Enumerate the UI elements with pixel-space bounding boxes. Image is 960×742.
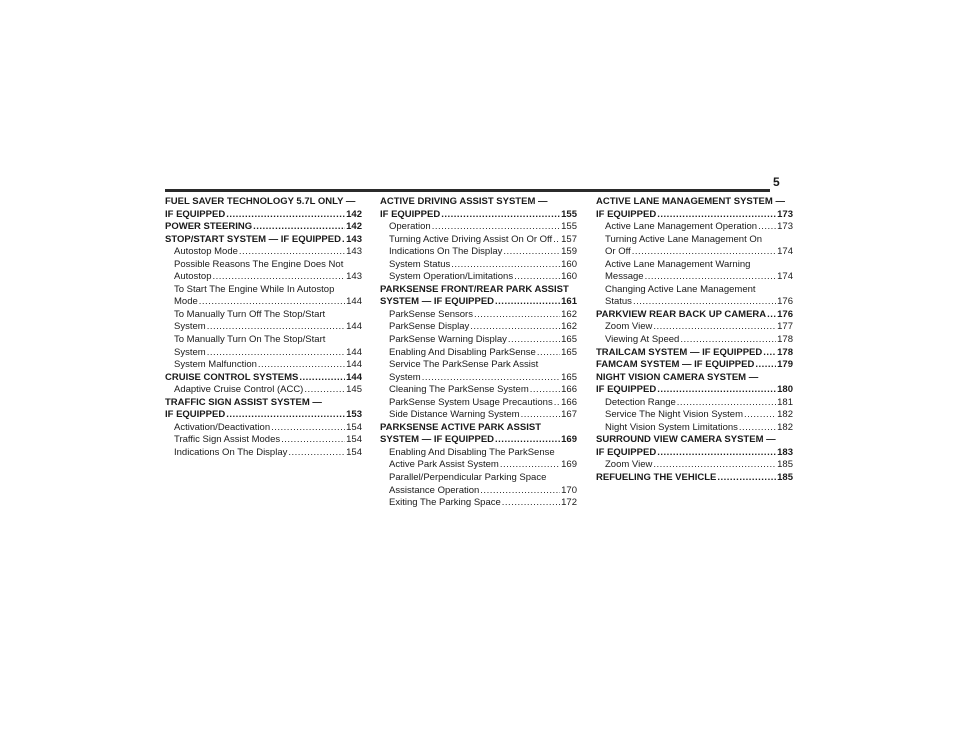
toc-entry-line (174, 384, 362, 397)
toc-entry-title: Exiting The Parking Space (389, 497, 501, 509)
toc-entry-line (389, 271, 577, 284)
toc-section-entry[interactable] (380, 196, 577, 221)
toc-entry-line (174, 271, 362, 284)
toc-section-entry[interactable] (380, 422, 577, 447)
toc-page-ref: 173 (777, 221, 793, 233)
toc-entry-line (605, 459, 793, 472)
toc-page-ref: 182 (777, 421, 793, 433)
toc-entry-line (174, 359, 362, 372)
toc-section-entry[interactable] (165, 196, 362, 221)
toc-subsection-entry[interactable] (596, 334, 793, 347)
toc-subsection-entry[interactable] (380, 472, 577, 497)
toc-entry-title: IF EQUIPPED (596, 446, 657, 458)
toc-page-ref: 178 (777, 346, 793, 358)
toc-entry-title: Zoom View (605, 321, 653, 333)
toc-page-ref: 144 (346, 371, 362, 383)
toc-entry-title: To Start The Engine While In Autostop (174, 283, 335, 295)
toc-entry-title: Enabling And Disabling ParkSense (389, 346, 536, 358)
toc-entry-title: System (174, 321, 206, 333)
toc-page-ref: 165 (561, 371, 577, 383)
toc-page-ref: 160 (561, 258, 577, 270)
toc-entry-line (596, 372, 793, 385)
toc-entry-title: ParkSense System Usage Precautions (389, 396, 553, 408)
toc-entry-title: IF EQUIPPED (596, 208, 657, 220)
toc-page-ref: 155 (561, 208, 577, 220)
toc-entry-title: System Malfunction (174, 359, 257, 371)
toc-entry-line (174, 334, 362, 347)
dot-leader (553, 234, 560, 247)
dot-leader (258, 359, 345, 372)
toc-subsection-entry[interactable] (380, 447, 577, 472)
dot-leader (495, 296, 560, 309)
toc-entry-title: TRAILCAM SYSTEM — IF EQUIPPED (596, 346, 763, 358)
toc-column-2 (380, 196, 577, 510)
toc-entry-title: PARKVIEW REAR BACK UP CAMERA (596, 308, 767, 320)
dot-leader (554, 397, 560, 410)
toc-section-entry[interactable] (165, 372, 362, 385)
dot-leader (500, 459, 560, 472)
toc-page-ref: 144 (346, 321, 362, 333)
header-rule (165, 189, 770, 192)
toc-entry-line (605, 321, 793, 334)
dot-leader (299, 372, 345, 385)
toc-section-entry[interactable] (380, 284, 577, 309)
dot-leader (199, 296, 345, 309)
toc-entry-line (380, 209, 577, 222)
toc-subsection-entry[interactable] (596, 221, 793, 234)
toc-page-ref: 143 (346, 246, 362, 258)
toc-page-ref: 173 (777, 208, 793, 220)
toc-entry-line (165, 196, 362, 209)
toc-entry-line (605, 296, 793, 309)
toc-subsection-entry[interactable] (596, 409, 793, 422)
toc-entry-title: IF EQUIPPED (380, 208, 441, 220)
toc-entry-line (596, 309, 793, 322)
toc-column-3 (596, 196, 793, 485)
toc-entry-line (389, 221, 577, 234)
toc-entry-line (605, 334, 793, 347)
toc-entry-line (389, 397, 577, 410)
toc-page-ref: 144 (346, 346, 362, 358)
toc-entry-title: Changing Active Lane Management (605, 283, 756, 295)
toc-page-ref: 161 (561, 296, 577, 308)
toc-subsection-entry[interactable] (380, 321, 577, 334)
dot-leader (514, 271, 560, 284)
dot-leader (502, 497, 560, 510)
toc-subsection-entry[interactable] (165, 359, 362, 372)
toc-page-ref: 185 (777, 472, 793, 484)
toc-page-ref: 157 (561, 233, 577, 245)
toc-entry-line (605, 397, 793, 410)
dot-leader (521, 409, 561, 422)
toc-entry-line (174, 434, 362, 447)
toc-entry-line (389, 359, 577, 372)
toc-page-ref: 177 (777, 321, 793, 333)
toc-page-ref: 144 (346, 296, 362, 308)
toc-entry-title: PARKSENSE ACTIVE PARK ASSIST (380, 421, 541, 433)
toc-entry-title: ACTIVE DRIVING ASSIST SYSTEM — (380, 196, 548, 207)
toc-entry-title: IF EQUIPPED (165, 208, 226, 220)
toc-page-ref: 166 (561, 384, 577, 396)
dot-leader (755, 359, 776, 372)
toc-entry-title: IF EQUIPPED (596, 384, 657, 396)
toc-entry-line (596, 472, 793, 485)
toc-entry-line (380, 434, 577, 447)
toc-entry-line (165, 234, 362, 247)
toc-entry-title: TRAFFIC SIGN ASSIST SYSTEM — (165, 396, 322, 408)
toc-page-ref: 176 (777, 296, 793, 308)
toc-page-ref: 145 (346, 384, 362, 396)
toc-page-ref: 143 (346, 233, 362, 245)
toc-entry-title: Autostop Mode (174, 246, 238, 258)
dot-leader (657, 447, 776, 460)
toc-column-1 (165, 196, 362, 459)
toc-entry-title: STOP/START SYSTEM — IF EQUIPPED (165, 233, 341, 245)
toc-entry-line (174, 284, 362, 297)
toc-section-entry[interactable] (165, 234, 362, 247)
toc-entry-line (174, 259, 362, 272)
dot-leader (758, 221, 776, 234)
toc-entry-title: Active Park Assist System (389, 459, 499, 471)
toc-entry-line (596, 447, 793, 460)
toc-entry-line (165, 372, 362, 385)
dot-leader (680, 334, 776, 347)
toc-entry-title: Indications On The Display (389, 246, 503, 258)
toc-entry-line (596, 384, 793, 397)
toc-entry-title: Parallel/Perpendicular Parking Space (389, 472, 547, 484)
toc-section-entry[interactable] (596, 196, 793, 221)
toc-page-ref: 169 (561, 459, 577, 471)
toc-page-ref: 155 (561, 221, 577, 233)
toc-entry-title: Traffic Sign Assist Modes (174, 434, 281, 446)
toc-entry-title: Operation (389, 221, 431, 233)
dot-leader (470, 321, 560, 334)
toc-entry-line (389, 447, 577, 460)
toc-page-ref: 174 (777, 271, 793, 283)
toc-subsection-entry[interactable] (165, 309, 362, 334)
toc-subsection-entry[interactable] (596, 259, 793, 284)
toc-entry-title: Night Vision System Limitations (605, 421, 738, 433)
toc-subsection-entry[interactable] (596, 284, 793, 309)
toc-entry-title: SYSTEM — IF EQUIPPED (380, 296, 495, 308)
toc-entry-title: Viewing At Speed (605, 334, 680, 346)
toc-entry-line (174, 347, 362, 360)
toc-subsection-entry[interactable] (380, 397, 577, 410)
toc-entry-line (605, 221, 793, 234)
toc-section-entry[interactable] (596, 309, 793, 322)
toc-entry-line (165, 209, 362, 222)
toc-page-ref: 143 (346, 271, 362, 283)
toc-page-ref: 176 (777, 308, 793, 320)
toc-subsection-entry[interactable] (165, 259, 362, 284)
toc-entry-title: System Status (389, 258, 451, 270)
toc-page-ref: 170 (561, 484, 577, 496)
toc-entry-line (596, 434, 793, 447)
toc-entry-line (174, 321, 362, 334)
toc-subsection-entry[interactable] (165, 334, 362, 359)
toc-entry-line (389, 459, 577, 472)
toc-entry-title: ACTIVE LANE MANAGEMENT SYSTEM — (596, 196, 785, 207)
toc-subsection-entry[interactable] (596, 321, 793, 334)
dot-leader (213, 271, 346, 284)
dot-leader (432, 221, 560, 234)
page-number: 5 (773, 175, 780, 189)
dot-leader (288, 447, 345, 460)
toc-entry-title: System (174, 346, 206, 358)
toc-subsection-entry[interactable] (380, 334, 577, 347)
toc-entry-line (596, 196, 793, 209)
dot-leader (253, 221, 345, 234)
toc-page-ref: 160 (561, 271, 577, 283)
toc-entry-title: Cleaning The ParkSense System (389, 384, 529, 396)
dot-leader (632, 246, 776, 259)
toc-page-ref: 172 (561, 497, 577, 509)
dot-leader (226, 209, 345, 222)
toc-subsection-entry[interactable] (596, 397, 793, 410)
toc-page-ref: 179 (777, 359, 793, 371)
toc-subsection-entry[interactable] (380, 246, 577, 259)
toc-entry-title: Mode (174, 296, 198, 308)
toc-entry-title: CRUISE CONTROL SYSTEMS (165, 371, 299, 383)
toc-subsection-entry[interactable] (165, 384, 362, 397)
toc-entry-title: Or Off (605, 246, 631, 258)
toc-entry-line (380, 196, 577, 209)
toc-entry-line (174, 422, 362, 435)
toc-entry-title: SYSTEM — IF EQUIPPED (380, 434, 495, 446)
toc-entry-title: PARKSENSE FRONT/REAR PARK ASSIST (380, 283, 569, 295)
toc-subsection-entry[interactable] (380, 409, 577, 422)
toc-entry-line (605, 284, 793, 297)
toc-section-entry[interactable] (596, 472, 793, 485)
dot-leader (537, 347, 560, 360)
dot-leader (480, 485, 560, 498)
toc-entry-title: POWER STEERING (165, 221, 253, 233)
toc-entry-title: Enabling And Disabling The ParkSense (389, 446, 555, 458)
toc-page-ref: 165 (561, 334, 577, 346)
toc-subsection-entry[interactable] (380, 234, 577, 247)
toc-entry-title: Adaptive Cruise Control (ACC) (174, 384, 304, 396)
toc-section-entry[interactable] (165, 397, 362, 422)
toc-entry-title: Status (605, 296, 632, 308)
toc-entry-title: Service The Night Vision System (605, 409, 743, 421)
toc-entry-title: FAMCAM SYSTEM — IF EQUIPPED (596, 359, 755, 371)
toc-subsection-entry[interactable] (165, 422, 362, 435)
toc-subsection-entry[interactable] (596, 422, 793, 435)
dot-leader (503, 246, 560, 259)
toc-section-entry[interactable] (596, 372, 793, 397)
toc-subsection-entry[interactable] (380, 309, 577, 322)
toc-subsection-entry[interactable] (380, 497, 577, 510)
toc-entry-title: Zoom View (605, 459, 653, 471)
dot-leader (239, 246, 345, 259)
toc-entry-line (605, 271, 793, 284)
toc-entry-title: Detection Range (605, 396, 676, 408)
toc-entry-title: Turning Active Lane Management On (605, 233, 763, 245)
toc-entry-title: Possible Reasons The Engine Does Not (174, 258, 344, 270)
toc-entry-title: Message (605, 271, 644, 283)
toc-entry-line (389, 472, 577, 485)
toc-subsection-entry[interactable] (380, 271, 577, 284)
toc-page-ref: 178 (777, 334, 793, 346)
toc-subsection-entry[interactable] (165, 246, 362, 259)
dot-leader (653, 459, 776, 472)
dot-leader (474, 309, 560, 322)
toc-entry-title: IF EQUIPPED (165, 409, 226, 421)
toc-entry-title: To Manually Turn On The Stop/Start (174, 334, 326, 346)
toc-entry-title: Indications On The Display (174, 446, 288, 458)
toc-entry-line (165, 397, 362, 410)
toc-entry-title: System Operation/Limitations (389, 271, 514, 283)
toc-section-entry[interactable] (596, 434, 793, 459)
dot-leader (207, 347, 345, 360)
toc-subsection-entry[interactable] (380, 259, 577, 272)
dot-leader (304, 384, 345, 397)
toc-entry-title: Active Lane Management Operation (605, 221, 758, 233)
toc-entry-line (389, 259, 577, 272)
dot-leader (653, 321, 776, 334)
toc-entry-line (174, 296, 362, 309)
toc-entry-title: Active Lane Management Warning (605, 258, 751, 270)
toc-entry-title: Activation/Deactivation (174, 421, 271, 433)
toc-entry-line (174, 309, 362, 322)
toc-entry-line (174, 447, 362, 460)
toc-entry-title: REFUELING THE VEHICLE (596, 472, 717, 484)
toc-section-entry[interactable] (165, 221, 362, 234)
toc-entry-line (165, 409, 362, 422)
toc-page-ref: 174 (777, 246, 793, 258)
toc-entry-line (389, 234, 577, 247)
toc-page-ref: 154 (346, 421, 362, 433)
toc-page-ref: 165 (561, 346, 577, 358)
toc-page-ref: 183 (777, 446, 793, 458)
toc-entry-title: Assistance Operation (389, 484, 480, 496)
toc-page-ref: 162 (561, 308, 577, 320)
dot-leader (767, 309, 776, 322)
toc-page-ref: 169 (561, 434, 577, 446)
dot-leader (530, 384, 560, 397)
toc-entry-line (380, 422, 577, 435)
toc-entry-title: Side Distance Warning System (389, 409, 520, 421)
toc-entry-line (389, 372, 577, 385)
dot-leader (207, 321, 345, 334)
toc-entry-title: System (389, 371, 421, 383)
toc-entry-line (174, 246, 362, 259)
toc-section-entry[interactable] (596, 347, 793, 360)
dot-leader (739, 422, 776, 435)
toc-page-ref: 180 (777, 384, 793, 396)
dot-leader (441, 209, 560, 222)
toc-subsection-entry[interactable] (165, 284, 362, 309)
toc-page-ref: 144 (346, 359, 362, 371)
toc-entry-line (605, 259, 793, 272)
toc-entry-line (389, 409, 577, 422)
toc-entry-title: ParkSense Display (389, 321, 470, 333)
dot-leader (226, 409, 345, 422)
toc-entry-title: ParkSense Warning Display (389, 334, 507, 346)
toc-entry-line (165, 221, 362, 234)
toc-subsection-entry[interactable] (380, 359, 577, 384)
toc-entry-title: Turning Active Driving Assist On Or Off (389, 233, 553, 245)
toc-page-ref: 182 (777, 409, 793, 421)
toc-entry-line (380, 296, 577, 309)
dot-leader (657, 209, 776, 222)
toc-subsection-entry[interactable] (380, 347, 577, 360)
toc-entry-title: Autostop (174, 271, 212, 283)
toc-subsection-entry[interactable] (165, 447, 362, 460)
dot-leader (281, 434, 345, 447)
dot-leader (763, 347, 776, 360)
toc-entry-title: ParkSense Sensors (389, 308, 473, 320)
toc-entry-line (380, 284, 577, 297)
dot-leader (271, 422, 345, 435)
dot-leader (717, 472, 776, 485)
toc-entry-title: SURROUND VIEW CAMERA SYSTEM — (596, 434, 776, 446)
toc-entry-line (389, 384, 577, 397)
toc-entry-line (596, 347, 793, 360)
toc-entry-title: NIGHT VISION CAMERA SYSTEM — (596, 371, 759, 383)
dot-leader (495, 434, 560, 447)
toc-subsection-entry[interactable] (380, 221, 577, 234)
toc-entry-line (605, 409, 793, 422)
toc-entry-line (389, 334, 577, 347)
toc-page-ref: 154 (346, 446, 362, 458)
toc-entry-line (596, 359, 793, 372)
toc-subsection-entry[interactable] (380, 384, 577, 397)
toc-entry-line (605, 234, 793, 247)
toc-entry-line (605, 246, 793, 259)
toc-subsection-entry[interactable] (596, 234, 793, 259)
dot-leader (342, 234, 345, 247)
toc-page-ref: 166 (561, 396, 577, 408)
toc-page-ref: 185 (777, 459, 793, 471)
toc-page-ref: 167 (561, 409, 577, 421)
toc-entry-line (605, 422, 793, 435)
toc-section-entry[interactable] (596, 359, 793, 372)
toc-entry-line (389, 321, 577, 334)
dot-leader (677, 397, 776, 410)
toc-entry-line (389, 485, 577, 498)
toc-entry-line (389, 497, 577, 510)
dot-leader (645, 271, 777, 284)
toc-entry-line (389, 246, 577, 259)
toc-page-ref: 162 (561, 321, 577, 333)
toc-page-ref: 142 (346, 208, 362, 220)
toc-page-ref: 159 (561, 246, 577, 258)
toc-page-ref: 181 (777, 396, 793, 408)
dot-leader (422, 372, 560, 385)
toc-entry-line (389, 347, 577, 360)
toc-page-ref: 153 (346, 409, 362, 421)
toc-entry-line (389, 309, 577, 322)
dot-leader (633, 296, 776, 309)
toc-entry-line (596, 209, 793, 222)
dot-leader (657, 384, 776, 397)
dot-leader (508, 334, 560, 347)
toc-subsection-entry[interactable] (596, 459, 793, 472)
toc-entry-title: Service The ParkSense Park Assist (389, 359, 539, 371)
toc-entry-title: FUEL SAVER TECHNOLOGY 5.7L ONLY — (165, 196, 356, 207)
toc-entry-title: To Manually Turn Off The Stop/Start (174, 308, 326, 320)
toc-page-ref: 142 (346, 221, 362, 233)
toc-subsection-entry[interactable] (165, 434, 362, 447)
toc-page-ref: 154 (346, 434, 362, 446)
dot-leader (744, 409, 776, 422)
dot-leader (451, 259, 560, 272)
